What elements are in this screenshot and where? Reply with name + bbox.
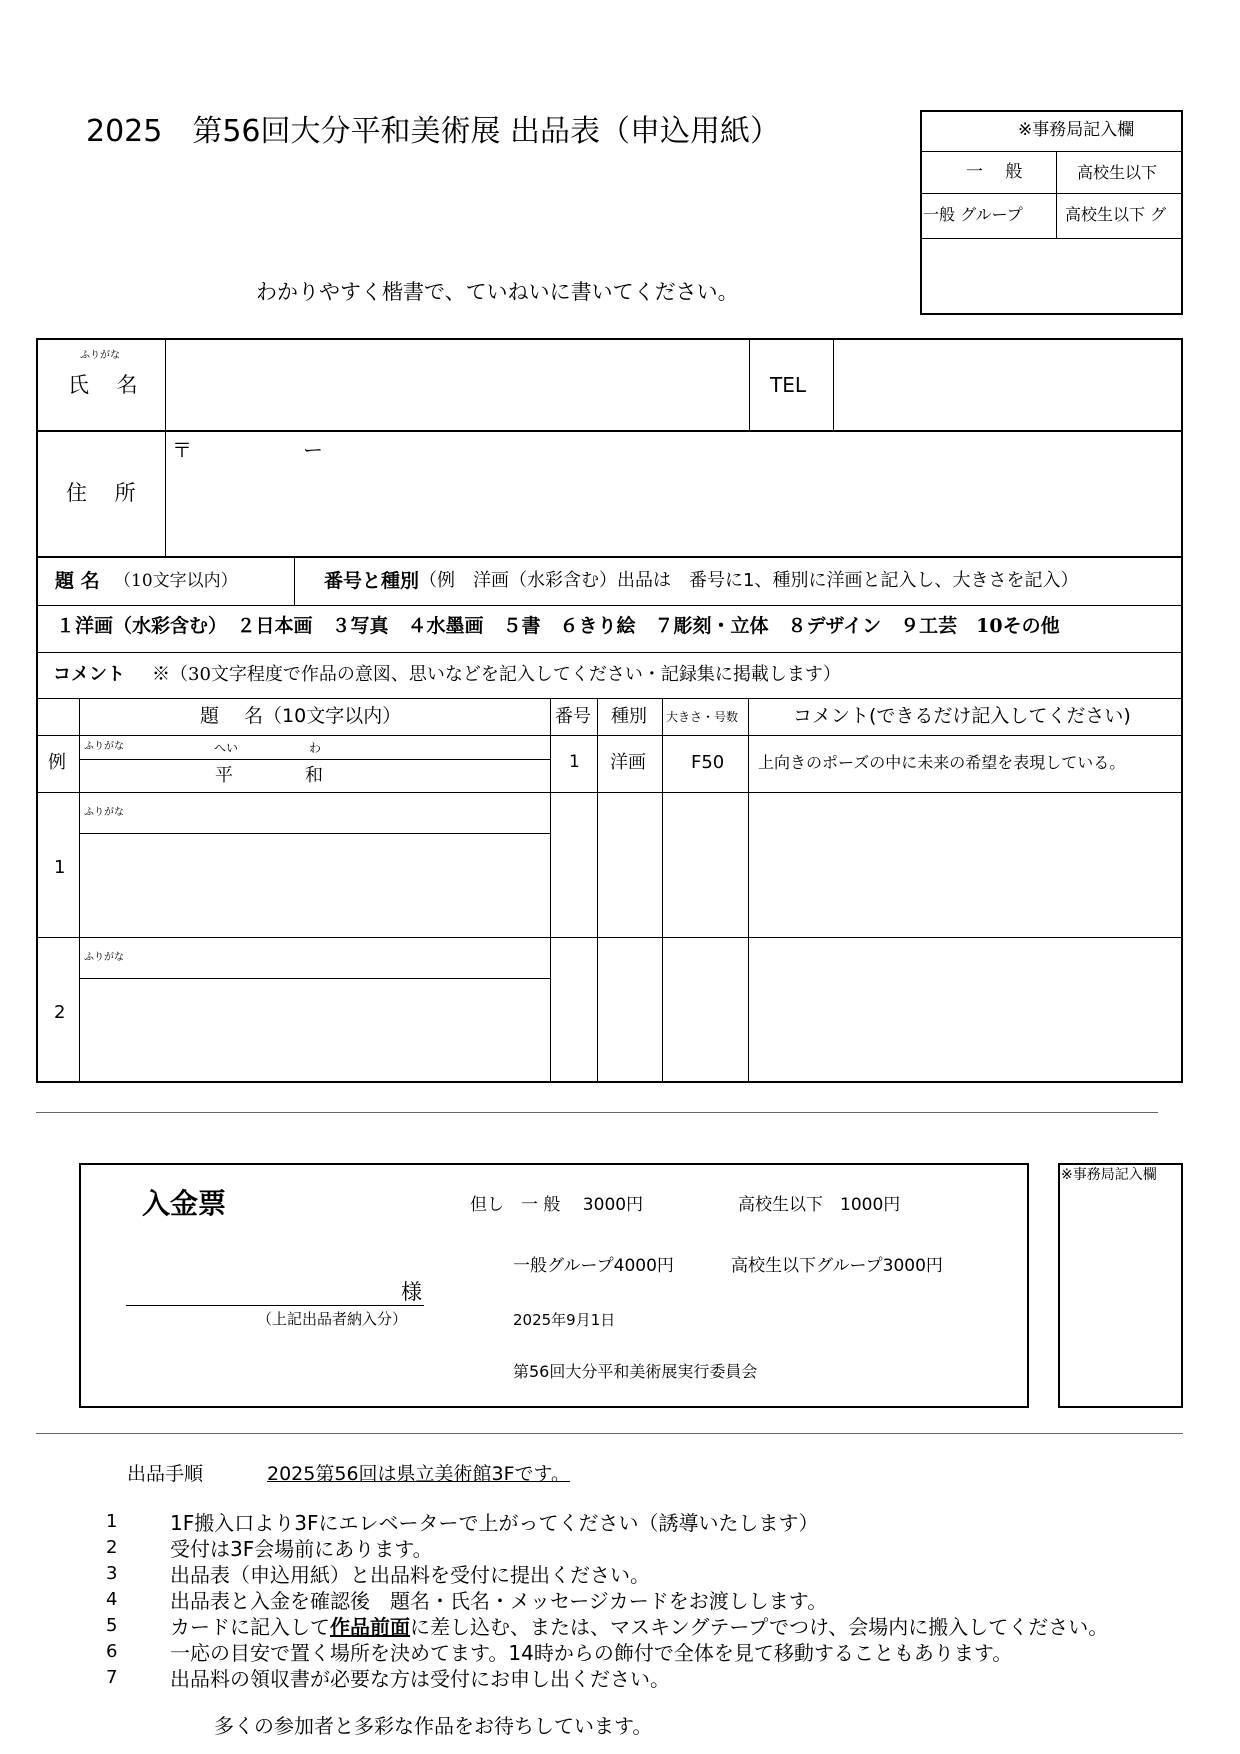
step-5-text-post: に差し込む、または、マスキングテープでつけ、会場内に搬入してください。 — [410, 1615, 1109, 1639]
row-2-kind-field[interactable] — [598, 938, 662, 1081]
payment-date: 2025年9月1日 — [513, 1311, 616, 1329]
row-1-furigana-field[interactable] — [80, 793, 550, 833]
example-furigana-he: へい — [214, 741, 239, 755]
row-2-furigana-field[interactable] — [80, 938, 550, 978]
payer-name-line — [126, 1305, 424, 1306]
step-5-text — [170, 1617, 1108, 1637]
row-1-title-field[interactable] — [80, 834, 550, 937]
header-title: 題 名（10文字以内） — [200, 705, 402, 727]
fee-hs-group: 高校生以下グループ3000円 — [731, 1256, 943, 1276]
step-4-number: 4 — [106, 1589, 118, 1610]
example-comment: 上向きのポーズの中に未来の希望を表現している。 — [758, 753, 1126, 772]
address-field[interactable] — [167, 432, 1181, 555]
example-number: 1 — [569, 752, 580, 772]
example-furigana-label: ふりがな — [84, 741, 124, 752]
step-5-emphasis: 作品前面 — [330, 1615, 410, 1639]
payer-note: （上記出品者納入分） — [257, 1310, 408, 1328]
office-general: 一 般 — [966, 162, 1023, 182]
procedure-label: 出品手順 — [127, 1463, 204, 1485]
form-title: 2025 第56回大分平和美術展 出品表（申込用紙） — [86, 114, 781, 149]
row-1-furigana-label: ふりがな — [84, 807, 124, 818]
row-2-number-field[interactable] — [551, 938, 597, 1081]
separator-line — [36, 1112, 1158, 1113]
row-2-size-field[interactable] — [663, 938, 748, 1081]
header-kind: 種別 — [611, 706, 647, 727]
row-1-size-field[interactable] — [663, 793, 748, 937]
header-size: 大きさ・号数 — [666, 710, 739, 724]
step-1-number: 1 — [106, 1511, 118, 1532]
step-5-number: 5 — [106, 1615, 118, 1636]
comment-label: コメント — [53, 664, 125, 685]
step-7-text: 出品料の領収書が必要な方は受付にお申し出ください。 — [170, 1667, 670, 1691]
row-1-label: 1 — [54, 857, 66, 878]
office-hs: 高校生以下 — [1077, 163, 1158, 182]
comment-note: ※（30文字程度で作品の意図、思いなどを記入してください・記録集に掲載します） — [152, 664, 841, 685]
title-length-note: （10文字以内） — [114, 571, 238, 591]
payment-office-box — [1058, 1163, 1183, 1408]
example-kind: 洋画 — [610, 752, 646, 773]
row-1-comment-field[interactable] — [749, 793, 1181, 937]
kind-label: 番号と種別 — [324, 570, 420, 592]
header-comment: コメント(できるだけ記入してください) — [793, 705, 1131, 727]
step-4-text: 出品表と入金を確認後 題名・氏名・メッセージカードをお渡しします。 — [170, 1589, 828, 1613]
example-title-1: 平 — [215, 765, 233, 786]
step-3-text: 出品表（申込用紙）と出品料を受付に提出ください。 — [170, 1563, 650, 1587]
example-row-label: 例 — [48, 752, 66, 773]
row-2-title-field[interactable] — [80, 979, 550, 1081]
fee-general: 但し 一 般 3000円 — [470, 1195, 644, 1215]
category-list: １洋画（水彩含む） ２日本画 ３写真 ４水墨画 ５書 ６きり絵 ７彫刻・立体 ８デザイン ９工芸 10その他 — [56, 615, 1060, 637]
postal-mark: 〒 — [172, 438, 192, 462]
name-label: 氏 名 — [68, 373, 138, 397]
row-1-number-field[interactable] — [551, 793, 597, 937]
office-hs-group: 高校生以下 グ — [1065, 205, 1167, 224]
step-7-number: 7 — [106, 1667, 118, 1688]
postal-dash: ー — [303, 438, 323, 462]
fee-hs: 高校生以下 1000円 — [738, 1195, 901, 1215]
payment-office-header: ※事務局記入欄 — [1061, 1167, 1157, 1183]
step-2-number: 2 — [106, 1537, 118, 1558]
fee-general-group: 一般グループ4000円 — [513, 1256, 674, 1276]
step-6-number: 6 — [106, 1641, 118, 1662]
procedure-venue: 2025第56回は県立美術館3Fです。 — [267, 1463, 571, 1485]
closing-message: 多くの参加者と多彩な作品をお待ちしています。 — [214, 1714, 653, 1738]
office-general-group: 一般 グループ — [923, 205, 1023, 224]
office-use-header: ※事務局記入欄 — [1018, 120, 1135, 140]
row-2-furigana-label: ふりがな — [84, 952, 124, 963]
tel-label: TEL — [770, 373, 806, 397]
address-label: 住 所 — [66, 481, 136, 505]
step-2-text: 受付は3F会場前にあります。 — [170, 1537, 433, 1561]
separator-line-2 — [36, 1433, 1183, 1434]
step-1-text: 1F搬入口より3Fにエレベーターで上がってください（誘導いたします） — [170, 1511, 819, 1535]
step-6-text: 一応の目安で置く場所を決めてます。14時からの飾付で全体を見て移動することもあります。 — [170, 1641, 1013, 1665]
name-field[interactable] — [167, 340, 748, 429]
kind-note: （例 洋画（水彩含む）出品は 番号に1、種別に洋画と記入し、大きさを記入） — [419, 570, 1079, 591]
step-3-number: 3 — [106, 1563, 118, 1584]
payer-sama: 様 — [401, 1280, 422, 1304]
row-2-comment-field[interactable] — [749, 938, 1181, 1081]
tel-field[interactable] — [835, 340, 1181, 429]
row-1-kind-field[interactable] — [598, 793, 662, 937]
example-title-2: 和 — [305, 765, 323, 786]
name-furigana-label: ふりがな — [80, 350, 120, 361]
example-furigana-wa: わ — [309, 741, 322, 755]
writing-instruction: わかりやすく楷書で、ていねいに書いてください。 — [256, 280, 739, 304]
payer-name-field[interactable] — [126, 1276, 396, 1304]
payment-org: 第56回大分平和美術展実行委員会 — [513, 1362, 758, 1381]
header-number: 番号 — [555, 706, 591, 727]
payment-title: 入金票 — [142, 1187, 227, 1220]
step-5-text-pre: カードに記入して — [170, 1615, 330, 1639]
row-2-label: 2 — [54, 1002, 66, 1023]
title-label: 題 名 — [55, 570, 100, 592]
example-size: F50 — [691, 752, 725, 773]
